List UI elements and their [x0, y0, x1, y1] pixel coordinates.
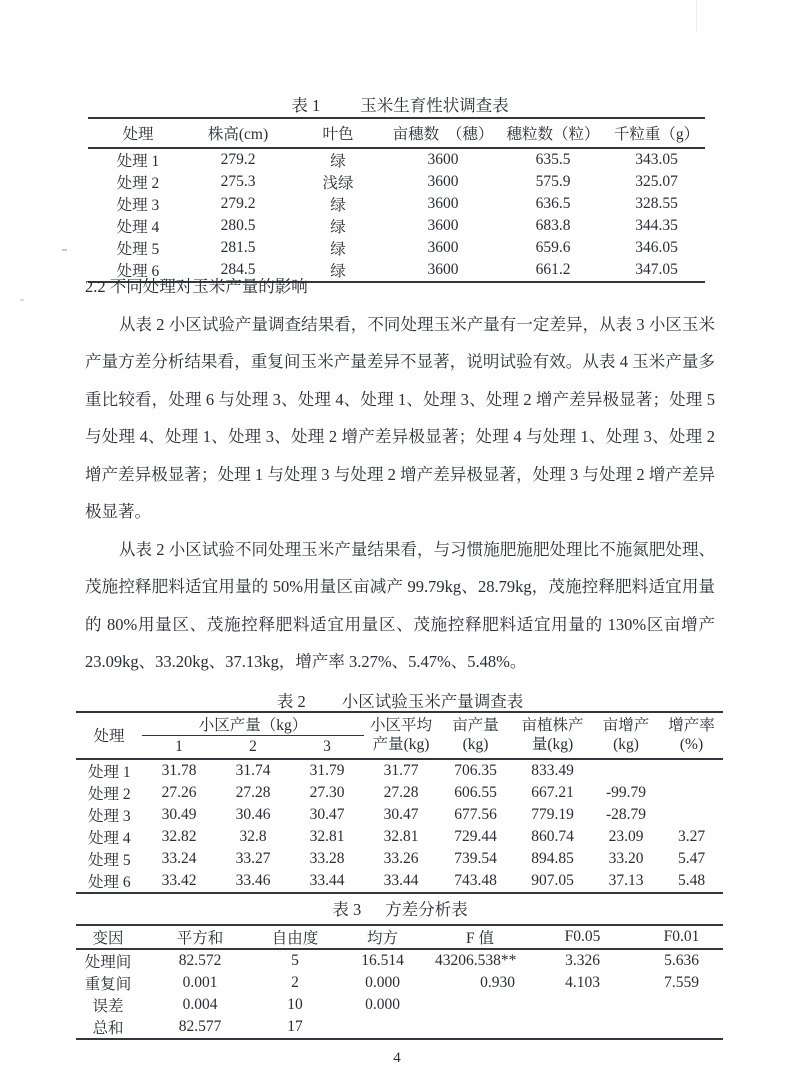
table-cell: 635.5 — [535, 151, 571, 168]
table-cell: 处理 4 — [116, 219, 160, 236]
table-cell — [660, 759, 723, 782]
table-cell: 处理 4 — [88, 829, 131, 847]
table-cell: 33.28 — [309, 849, 345, 867]
table-cell: 处理 3 — [88, 807, 131, 825]
table-cell: 0.000 — [365, 974, 400, 991]
table1-header-cell: 株高(cm) — [207, 126, 269, 143]
table-cell: 894.85 — [531, 849, 574, 867]
table-row — [76, 1016, 723, 1039]
table-cell: 绿 — [330, 241, 346, 258]
header-line: 产量(kg) — [372, 736, 430, 754]
table-row — [76, 804, 723, 826]
table1-header-cell: 千粒重（g） — [613, 126, 700, 143]
table-cell: 343.05 — [635, 151, 678, 168]
table-cell: 729.44 — [454, 827, 497, 845]
table3-caption-title: 方差分析表 — [385, 900, 468, 919]
table-cell: 5 — [291, 952, 299, 969]
table-cell: 636.5 — [535, 195, 571, 212]
scan-artifact-speck — [20, 299, 24, 301]
table-cell: 5.636 — [664, 952, 699, 969]
table1-caption — [0, 92, 800, 116]
table-row — [88, 215, 705, 237]
table-cell: 661.2 — [535, 261, 571, 278]
table-cell: 281.5 — [220, 239, 256, 256]
table3-caption — [0, 896, 800, 920]
table-cell — [640, 1016, 723, 1039]
table-cell: 275.3 — [220, 173, 256, 190]
table-cell: 575.9 — [535, 173, 571, 190]
section-heading: 2.2 不同处理对玉米产量的影响 — [85, 277, 308, 296]
table-cell: 处理 5 — [116, 241, 160, 258]
table-cell: 27.28 — [235, 783, 271, 801]
table-cell: 32.8 — [239, 827, 267, 845]
table-cell: 10 — [287, 996, 303, 1013]
table-cell: 860.74 — [531, 827, 574, 845]
table2-header-mu-increase — [592, 712, 660, 759]
table-cell: 683.8 — [535, 217, 571, 234]
table-cell: 2 — [291, 974, 299, 991]
table-cell: 33.44 — [309, 871, 345, 889]
table-cell: -99.79 — [605, 783, 647, 801]
table2-header-row1 — [76, 712, 723, 736]
table-cell: 3600 — [427, 151, 459, 168]
table3-header-cell: 自由度 — [271, 930, 319, 947]
table-cell: 30.47 — [383, 805, 419, 823]
table-cell: 0.000 — [365, 996, 400, 1013]
paragraph-line: 从表 2 小区试验不同处理玉米产量结果看，与习惯施肥施肥处理比不施氮肥处理、 — [119, 539, 715, 559]
paragraph-line: 重比较看，处理 6 与处理 3、处理 4、处理 1、处理 3、处理 2 增产差异极显著；处理 5 — [85, 389, 715, 409]
header-line: 量(kg) — [531, 736, 574, 754]
scan-artifact-line — [696, 0, 697, 32]
table-row — [76, 870, 723, 893]
table-cell: 33.44 — [383, 871, 419, 889]
table-cell: 4.103 — [565, 974, 600, 991]
table-cell: 31.79 — [309, 761, 345, 779]
table3-header-cell: F0.01 — [663, 928, 700, 945]
header-line: 亩增产 — [602, 717, 650, 735]
table-cell: 346.05 — [635, 239, 678, 256]
table-row — [76, 848, 723, 870]
table1-header-row — [88, 118, 705, 148]
table-cell: 743.48 — [454, 871, 497, 889]
page-number: 4 — [393, 1050, 401, 1066]
table-cell: 677.56 — [454, 805, 497, 823]
table3-header-cell: 均方 — [366, 930, 398, 947]
table-cell: 33.26 — [383, 849, 419, 867]
table2-caption-label: 表 2 — [276, 692, 306, 711]
header-line: (kg) — [462, 736, 489, 754]
table-row — [76, 759, 723, 782]
scan-artifact-speck — [62, 249, 67, 251]
table-cell: 0.930 — [480, 974, 515, 991]
table-cell: 33.27 — [235, 849, 271, 867]
table2-header-treatment: 处理 — [93, 728, 125, 746]
table-cell: 30.49 — [161, 805, 197, 823]
table-row — [76, 826, 723, 848]
table2-header-mu-yield — [438, 712, 513, 759]
table-cell — [640, 994, 723, 1016]
table1-caption-title: 玉米生育性状调查表 — [360, 96, 509, 115]
table-cell: 667.21 — [531, 783, 574, 801]
table-cell: 3600 — [427, 195, 459, 212]
table-cell: 284.5 — [220, 261, 256, 278]
table1-header-cell: 叶色 — [322, 126, 354, 143]
table-cell: 处理 2 — [116, 175, 160, 192]
table-cell: 处理 5 — [88, 851, 131, 869]
table-cell: 处理 6 — [88, 873, 131, 891]
table-cell: 328.55 — [635, 195, 678, 212]
table-cell: 处理 1 — [88, 763, 131, 781]
paragraph-line: 的 80%用量区、茂施控释肥料适宜用量区、茂施控释肥料适宜用量的 130%区亩增产 — [85, 614, 715, 634]
table2-subheader-rep1: 1 — [175, 737, 183, 755]
table-cell: 0.001 — [182, 974, 218, 991]
table-row — [76, 949, 723, 972]
table3-body — [76, 949, 723, 1039]
table-cell: 误差 — [92, 998, 124, 1015]
table1-body — [88, 148, 705, 282]
table-cell: 606.55 — [454, 783, 497, 801]
table-cell: 32.82 — [161, 827, 197, 845]
table-cell — [525, 1016, 640, 1039]
paragraph-line: 从表 2 小区试验产量调查结果看，不同处理玉米产量有一定差异，从表 3 小区玉米 — [119, 314, 715, 334]
table-cell: 27.30 — [309, 783, 345, 801]
table-cell: 43206.538** — [435, 952, 517, 969]
table-cell: 7.559 — [664, 974, 699, 991]
table-cell: 3.27 — [677, 827, 706, 845]
table-cell: 3600 — [427, 239, 459, 256]
header-line: 亩产量 — [452, 717, 499, 735]
body-text — [85, 268, 715, 681]
table-cell: 344.35 — [635, 217, 678, 234]
table-cell: 处理 2 — [88, 785, 131, 803]
table1-header-cell: 穗粒数（粒） — [506, 126, 600, 143]
table-cell: 32.81 — [383, 827, 419, 845]
table-cell: 27.28 — [383, 783, 419, 801]
table-cell: 31.78 — [161, 761, 197, 779]
table-cell: 处理 3 — [116, 197, 160, 214]
table-cell: 907.05 — [531, 871, 574, 889]
table-cell — [435, 1016, 525, 1039]
table3 — [76, 924, 723, 1040]
table-cell: 3.326 — [565, 952, 600, 969]
table-cell: 23.09 — [608, 827, 644, 845]
table-cell: 27.26 — [161, 783, 197, 801]
paragraph-line: 茂施控释肥料适宜用量的 50%用量区亩减产 99.79kg、28.79kg，茂施控释肥料适宜用量 — [85, 577, 715, 596]
table-row — [88, 193, 705, 215]
table1-header-cell: 处理 — [122, 126, 154, 143]
table-row — [88, 237, 705, 259]
table-cell — [592, 759, 660, 782]
table2 — [76, 711, 723, 894]
table-cell: 33.20 — [608, 849, 644, 867]
table3-header-cell: 变因 — [92, 930, 124, 947]
table-cell: 处理间 — [84, 954, 132, 971]
table-cell: 82.572 — [178, 952, 222, 969]
table-row — [76, 782, 723, 804]
table-cell: 37.13 — [608, 871, 644, 889]
table-cell: 17 — [287, 1018, 303, 1035]
table-cell — [525, 994, 640, 1016]
table-cell: 739.54 — [454, 849, 497, 867]
table-cell: 绿 — [330, 219, 346, 236]
table2-header-plot-yield-group: 小区产量（kg） — [142, 712, 364, 736]
table2-header-mu-plant-yield — [513, 712, 592, 759]
header-line: 增产率 — [668, 717, 715, 735]
table1-header-cell: 亩穗数 （穗） — [392, 126, 494, 143]
table3-caption-label: 表 3 — [332, 900, 362, 919]
table-row — [88, 171, 705, 193]
table-cell: -28.79 — [605, 805, 647, 823]
table-cell: 绿 — [330, 197, 346, 214]
table-cell — [435, 994, 525, 1016]
table-cell: 659.6 — [535, 239, 571, 256]
table-cell: 重复间 — [84, 976, 132, 993]
table-cell: 82.577 — [178, 1018, 222, 1035]
table-cell: 绿 — [330, 263, 346, 280]
table-cell: 279.2 — [220, 195, 256, 212]
table-cell: 33.42 — [161, 871, 197, 889]
table-cell: 33.46 — [235, 871, 271, 889]
table-cell: 30.47 — [309, 805, 345, 823]
table2-caption — [0, 688, 800, 712]
paragraph-line: 23.09kg、33.20kg、37.13kg，增产率 3.27%、5.47%、5.48%。 — [85, 652, 527, 671]
table-cell — [660, 782, 723, 804]
table-cell: 325.07 — [635, 173, 678, 190]
table-cell: 5.47 — [677, 849, 706, 867]
table-cell: 总和 — [92, 1020, 124, 1037]
table-cell: 706.35 — [454, 761, 497, 779]
table-row — [88, 148, 705, 171]
table-cell: 33.24 — [161, 849, 197, 867]
table-cell: 3600 — [427, 173, 459, 190]
table-cell: 5.48 — [677, 871, 706, 889]
table-row — [76, 994, 723, 1016]
table-cell: 16.514 — [361, 952, 404, 969]
header-line: (kg) — [613, 736, 639, 754]
table-cell: 30.46 — [235, 805, 271, 823]
table3-header-cell: 平方和 — [176, 930, 224, 947]
paragraph-line: 产量方差分析结果看，重复间玉米产量差异不显著，说明试验有效。从表 4 玉米产量多 — [85, 352, 715, 371]
table-cell: 处理 1 — [116, 153, 160, 170]
table-cell: 833.49 — [531, 761, 574, 779]
table-row — [76, 972, 723, 994]
table-cell: 处理 6 — [116, 263, 160, 280]
table2-header-increase-rate — [660, 712, 723, 759]
paragraph-line: 极显著。 — [85, 502, 151, 521]
table2-body — [76, 759, 723, 893]
paragraph-line: 增产差异极显著；处理 1 与处理 3 与处理 2 增产差异极显著，处理 3 与处理 2 增产差异 — [85, 464, 715, 484]
table3-header-cell: F 值 — [466, 930, 494, 947]
table-cell: 31.74 — [235, 761, 271, 779]
table2-subheader-rep2: 2 — [249, 737, 257, 755]
table-cell: 绿 — [330, 153, 346, 170]
table-cell: 31.77 — [383, 761, 419, 779]
table3-header-row — [76, 925, 723, 949]
header-line: (%) — [679, 736, 704, 754]
table-cell: 32.81 — [309, 827, 345, 845]
table2-header-plot-average — [364, 712, 438, 759]
table-cell: 0.004 — [182, 996, 218, 1013]
table2-subheader-rep3: 3 — [323, 737, 331, 755]
table-cell — [660, 804, 723, 826]
table1 — [88, 117, 705, 283]
table-cell: 浅绿 — [322, 175, 354, 192]
table-cell: 779.19 — [531, 805, 574, 823]
table-cell: 3600 — [427, 261, 459, 278]
table-cell: 3600 — [427, 217, 459, 234]
table-cell: 347.05 — [635, 261, 678, 278]
paragraph-line: 与处理 4、处理 1、处理 3、处理 2 增产差异极显著；处理 4 与处理 1、处理 3、处理 2 — [85, 427, 715, 446]
table3-header-cell: F0.05 — [564, 928, 601, 945]
header-line: 亩植株产 — [521, 717, 584, 735]
table1-caption-label: 表 1 — [291, 96, 321, 115]
table-cell — [330, 1016, 435, 1039]
table2-caption-title: 小区试验玉米产量调查表 — [341, 692, 524, 711]
table-cell: 280.5 — [220, 217, 256, 234]
header-line: 小区平均 — [369, 717, 432, 735]
table-cell: 279.2 — [220, 151, 256, 168]
